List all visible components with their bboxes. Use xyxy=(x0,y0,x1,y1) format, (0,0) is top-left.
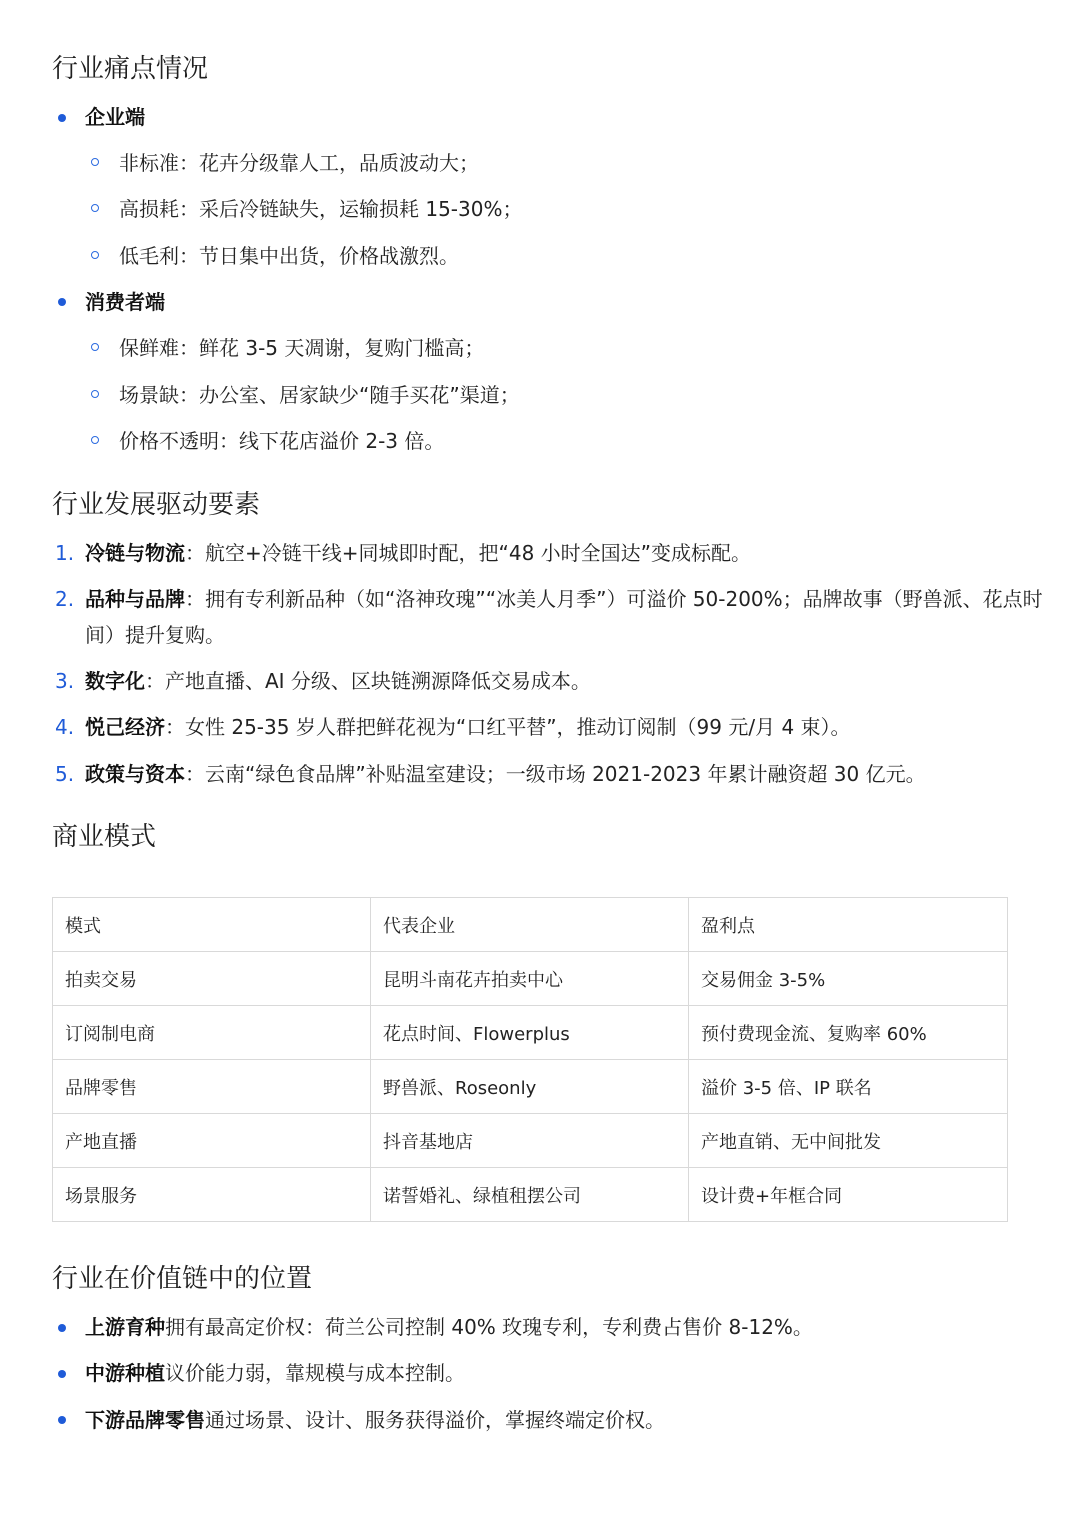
item-text: ：航空+冷链干线+同城即时配，把“48 小时全国达”变成标配。 xyxy=(185,541,752,565)
circle-bullet-icon xyxy=(91,390,99,398)
list-item: 低毛利：节日集中出货，价格战激烈。 xyxy=(119,244,459,268)
item-text: 议价能力弱，靠规模与成本控制。 xyxy=(165,1361,465,1385)
circle-bullet-icon xyxy=(91,343,99,351)
section-title-value-chain: 行业在价值链中的位置 xyxy=(52,1264,313,1294)
circle-bullet-icon xyxy=(91,436,99,444)
table-cell: 花点时间、Flowerplus xyxy=(371,1006,689,1060)
item-text: 通过场景、设计、服务获得溢价，掌握终端定价权。 xyxy=(205,1408,665,1432)
item-text: ：拥有专利新品种（如“洛神玫瑰”“冰美人月季”）可溢价 50-200%；品牌故事（野兽派、花点时间）提升复购。 xyxy=(85,587,1043,647)
list-number: 2. xyxy=(55,587,75,611)
table-cell: 预付费现金流、复购率 60% xyxy=(689,1006,1008,1060)
item-bold-label: 政策与资本 xyxy=(85,762,185,786)
list-item xyxy=(85,1359,465,1387)
bullet-icon xyxy=(58,298,66,306)
bullet-icon xyxy=(58,114,66,122)
item-bold-label: 悦己经济 xyxy=(85,715,165,739)
table-cell: 昆明斗南花卉拍卖中心 xyxy=(371,952,689,1006)
table-row xyxy=(53,1114,1008,1168)
list-number: 3. xyxy=(55,669,75,693)
circle-bullet-icon xyxy=(91,204,99,212)
table-header-cell: 代表企业 xyxy=(371,898,689,952)
table-row xyxy=(53,1168,1008,1222)
table-row xyxy=(53,1060,1008,1114)
item-bold-label: 上游育种 xyxy=(85,1315,165,1339)
ordered-list-item xyxy=(85,539,751,567)
list-number: 1. xyxy=(55,541,75,565)
list-item xyxy=(85,1313,813,1341)
ordered-list-item xyxy=(85,713,851,741)
list-number: 5. xyxy=(55,762,75,786)
table-cell: 品牌零售 xyxy=(53,1060,371,1114)
table-cell: 设计费+年框合同 xyxy=(689,1168,1008,1222)
ordered-list-item xyxy=(85,760,926,788)
table-cell: 产地直销、无中间批发 xyxy=(689,1114,1008,1168)
table-row xyxy=(53,952,1008,1006)
item-bold-label: 数字化 xyxy=(85,669,145,693)
item-text: 拥有最高定价权：荷兰公司控制 40% 玫瑰专利，专利费占售价 8-12%。 xyxy=(165,1315,813,1339)
section-title-drivers: 行业发展驱动要素 xyxy=(52,490,261,520)
table-header-cell: 盈利点 xyxy=(689,898,1008,952)
ordered-list-item xyxy=(85,581,1045,653)
ordered-list-item xyxy=(85,667,591,695)
circle-bullet-icon xyxy=(91,251,99,259)
group-label-enterprise: 企业端 xyxy=(85,105,145,129)
list-item: 保鲜难：鲜花 3-5 天凋谢，复购门槛高； xyxy=(119,336,485,360)
bullet-icon xyxy=(58,1416,66,1424)
table-row xyxy=(53,1006,1008,1060)
item-bold-label: 中游种植 xyxy=(85,1361,165,1385)
item-bold-label: 下游品牌零售 xyxy=(85,1408,205,1432)
item-bold-label: 品种与品牌 xyxy=(85,587,185,611)
table-cell: 拍卖交易 xyxy=(53,952,371,1006)
circle-bullet-icon xyxy=(91,158,99,166)
item-text: ：产地直播、AI 分级、区块链溯源降低交易成本。 xyxy=(145,669,591,693)
list-item xyxy=(85,1406,665,1434)
list-number: 4. xyxy=(55,715,75,739)
list-item: 场景缺：办公室、居家缺少“随手买花”渠道； xyxy=(119,383,520,407)
group-label-consumer: 消费者端 xyxy=(85,290,165,314)
table-cell: 野兽派、Roseonly xyxy=(371,1060,689,1114)
item-text: ：女性 25-35 岁人群把鲜花视为“口红平替”，推动订阅制（99 元/月 4 束）。 xyxy=(165,715,851,739)
business-model-table xyxy=(52,897,1008,1222)
table-cell: 抖音基地店 xyxy=(371,1114,689,1168)
list-item: 价格不透明：线下花店溢价 2-3 倍。 xyxy=(119,429,445,453)
table-header-row xyxy=(53,898,1008,952)
bullet-icon xyxy=(58,1370,66,1378)
table-cell: 场景服务 xyxy=(53,1168,371,1222)
table-cell: 产地直播 xyxy=(53,1114,371,1168)
table-cell: 溢价 3-5 倍、IP 联名 xyxy=(689,1060,1008,1114)
section-title-business-model: 商业模式 xyxy=(52,822,157,852)
list-item: 非标准：花卉分级靠人工，品质波动大； xyxy=(119,151,479,175)
item-text: ：云南“绿色食品牌”补贴温室建设；一级市场 2021-2023 年累计融资超 30 亿元。 xyxy=(185,762,926,786)
table-cell: 诺誓婚礼、绿植租摆公司 xyxy=(371,1168,689,1222)
table-cell: 订阅制电商 xyxy=(53,1006,371,1060)
bullet-icon xyxy=(58,1324,66,1332)
list-item: 高损耗：采后冷链缺失，运输损耗 15-30%； xyxy=(119,197,523,221)
table-cell: 交易佣金 3-5% xyxy=(689,952,1008,1006)
table-header-cell: 模式 xyxy=(53,898,371,952)
section-title-pain-points: 行业痛点情况 xyxy=(52,54,209,84)
item-bold-label: 冷链与物流 xyxy=(85,541,185,565)
